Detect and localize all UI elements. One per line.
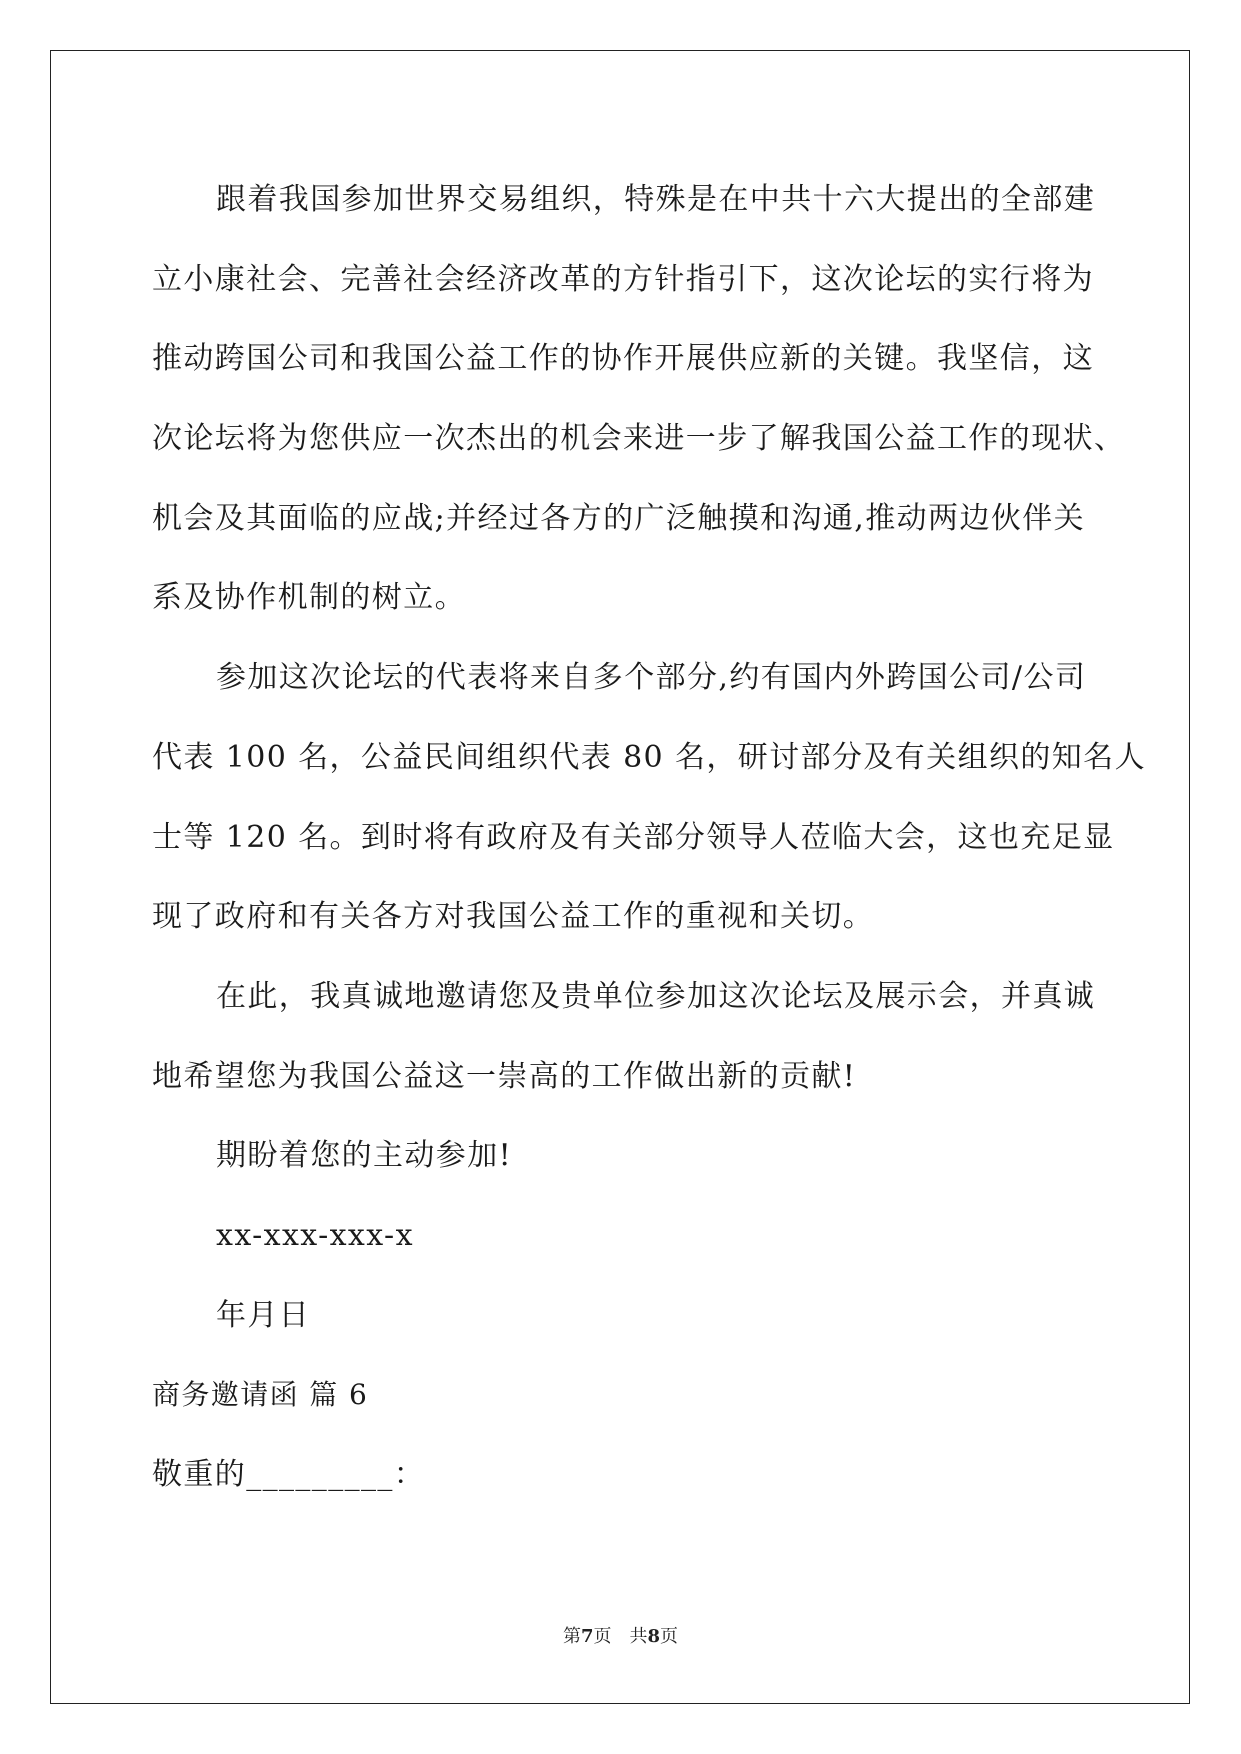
total-page-number: 8	[647, 1626, 661, 1647]
current-page-number: 7	[580, 1626, 594, 1647]
body-line: 机会及其面临的应战;并经过各方的广泛触摸和沟通,推动两边伙伴关	[152, 500, 1086, 536]
body-line: 士等 120 名。到时将有政府及有关部分领导人莅临大会，这也充足显	[152, 819, 1115, 855]
body-line: 跟着我国参加世界交易组织，特殊是在中共十六大提出的全部建	[216, 182, 1096, 217]
date-line: 年月日	[216, 1297, 311, 1333]
contact-number: xx-xxx-xxx-x	[216, 1217, 414, 1253]
total-suffix: 页	[660, 1626, 679, 1647]
body-line: 参加这次论坛的代表将来自多个部分,约有国内外跨国公司/公司	[216, 660, 1087, 696]
body-line: 立小康社会、完善社会经济改革的方针指引下，这次论坛的实行将为	[152, 261, 1094, 297]
body-line: 系及协作机制的树立。	[152, 580, 466, 616]
body-line: 推动跨国公司和我国公益工作的协作开展供应新的关键。我坚信，这	[152, 341, 1094, 377]
body-line: 现了政府和有关各方对我国公益工作的重视和关切。	[152, 899, 875, 935]
page-footer	[0, 1622, 1241, 1648]
section-heading: 商务邀请函 篇 6	[152, 1378, 369, 1412]
document-body	[152, 160, 1146, 1515]
salutation-line: 敬重的_________：	[152, 1457, 426, 1492]
page-suffix: 页	[593, 1626, 612, 1647]
total-prefix: 共	[629, 1626, 648, 1647]
body-line: 次论坛将为您供应一次杰出的机会来进一步了解我国公益工作的现状、	[152, 421, 1126, 457]
body-line: 地希望您为我国公益这一崇高的工作做出新的贡献!	[152, 1058, 857, 1094]
body-line: 代表 100 名，公益民间组织代表 80 名，研讨部分及有关组织的知名人	[152, 739, 1146, 775]
body-line: 在此，我真诚地邀请您及贵单位参加这次论坛及展示会，并真诚	[216, 978, 1096, 1014]
closing-line: 期盼着您的主动参加!	[216, 1138, 513, 1174]
page-prefix: 第	[562, 1626, 581, 1647]
